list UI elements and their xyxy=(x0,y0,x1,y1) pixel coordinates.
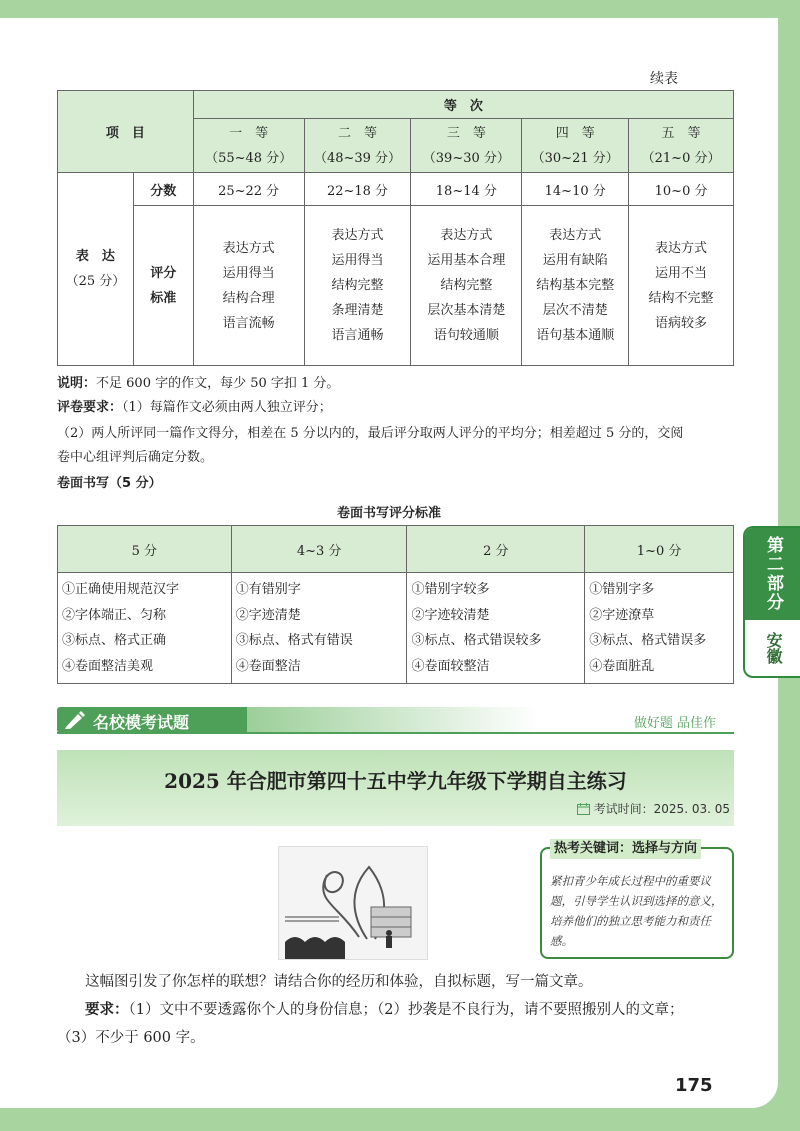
hw-header-2: 4~3 分 xyxy=(231,526,407,573)
handwriting-table xyxy=(57,525,734,684)
calendar-icon xyxy=(577,803,590,815)
grade-5: 五 等 （21~0 分） xyxy=(629,119,734,173)
section-banner xyxy=(57,707,734,733)
note-4: 卷面书写（5 分） xyxy=(57,476,162,491)
criteria-5: 表达方式 运用不当 结构不完整 语病较多 xyxy=(629,206,734,366)
criteria-label-cell: 评分 标准 xyxy=(133,206,193,366)
hw-col-1: ①正确使用规范汉字 ②字体端正、匀称 ③标点、格式正确 ④卷面整洁美观 xyxy=(58,573,232,684)
grade-3: 三 等 （39~30 分） xyxy=(411,119,522,173)
pen-icon xyxy=(63,710,87,730)
handwriting-table-caption: 卷面书写评分标准 xyxy=(336,506,441,521)
hw-header-4: 1~0 分 xyxy=(585,526,734,573)
page-number: 175 xyxy=(675,1075,713,1096)
criteria-4: 表达方式 运用有缺陷 结构基本完整 层次不清楚 语句基本通顺 xyxy=(522,206,629,366)
grade-header-cell: 等 次 xyxy=(193,91,733,119)
note-1: 说明：不足 600 字的作文，每少 50 字扣 1 分。 xyxy=(57,376,340,391)
side-tab-part: 第二部分 xyxy=(745,528,800,620)
score-1: 25~22 分 xyxy=(193,173,304,206)
item-header-cell: 项 目 xyxy=(58,91,194,173)
continued-label: 续表 xyxy=(650,71,678,87)
score-2: 22~18 分 xyxy=(304,173,411,206)
prompt-requirements-2: （3）不少于 600 字。 xyxy=(57,1030,205,1046)
side-tab-province: 安徽 xyxy=(764,632,783,664)
handwriting-body-row xyxy=(58,573,734,684)
score-5: 10~0 分 xyxy=(629,173,734,206)
note-3: （2）两人所评同一篇作文得分，相差在 5 分以内的，最后评分取两人评分的平均分；相差超过 5 分的，交阅 xyxy=(57,426,684,441)
handwriting-header-row xyxy=(58,526,734,573)
grade-1: 一 等 （55~48 分） xyxy=(193,119,304,173)
expression-label-cell: 表 达 （25 分） xyxy=(58,173,134,366)
exam-time: 考试时间：2025. 03. 05 xyxy=(577,800,730,817)
top-border xyxy=(0,0,778,18)
hw-col-2: ①有错别字 ②字迹清楚 ③标点、格式有错误 ④卷面整洁 xyxy=(231,573,407,684)
criteria-3: 表达方式 运用基本合理 结构完整 层次基本清楚 语句较通顺 xyxy=(411,206,522,366)
hot-keyword-box xyxy=(540,841,734,959)
hw-header-3: 2 分 xyxy=(407,526,585,573)
criteria-2: 表达方式 运用得当 结构完整 条理清楚 语言通畅 xyxy=(304,206,411,366)
side-tab xyxy=(743,526,800,678)
hot-keyword-body: 紧扣青少年成长过程中的重要议题，引导学生认识到选择的意义，培养他们的独立思考能力和责任感。 xyxy=(550,874,723,948)
score-label-cell: 分数 xyxy=(133,173,193,206)
score-3: 18~14 分 xyxy=(411,173,522,206)
prompt-requirements: 要求：（1）文中不要透露你个人的身份信息；（2）抄袭是不良行为，请不要照搬别人的文章； xyxy=(85,1002,684,1018)
expression-scoring-table xyxy=(57,90,734,366)
criteria-row xyxy=(58,206,734,366)
hot-keyword-title: 热考关键词：选择与方向 xyxy=(550,839,701,859)
hw-col-3: ①错别字较多 ②字迹较清楚 ③标点、格式错误较多 ④卷面较整洁 xyxy=(407,573,585,684)
banner-title: 名校模考试题 xyxy=(93,713,190,732)
grade-4: 四 等 （30~21 分） xyxy=(522,119,629,173)
criteria-1: 表达方式 运用得当 结构合理 语言流畅 xyxy=(193,206,304,366)
note-3b: 卷中心组评判后确定分数。 xyxy=(57,450,214,465)
score-4: 14~10 分 xyxy=(522,173,629,206)
hw-col-4: ①错别字多 ②字迹潦草 ③标点、格式错误多 ④卷面脏乱 xyxy=(585,573,734,684)
prompt-line-1: 这幅图引发了你怎样的联想？请结合你的经历和体验，自拟标题，写一篇文章。 xyxy=(85,974,593,990)
score-row xyxy=(58,173,734,206)
exam-title: 2025 年合肥市第四十五中学九年级下学期自主练习 xyxy=(164,769,627,793)
banner-slogan: 做好题 品佳作 xyxy=(633,716,716,731)
exam-illustration xyxy=(278,846,428,960)
hw-header-1: 5 分 xyxy=(58,526,232,573)
grade-2: 二 等 （48~39 分） xyxy=(304,119,411,173)
note-2: 评卷要求：（1）每篇作文必须由两人独立评分； xyxy=(57,400,332,415)
